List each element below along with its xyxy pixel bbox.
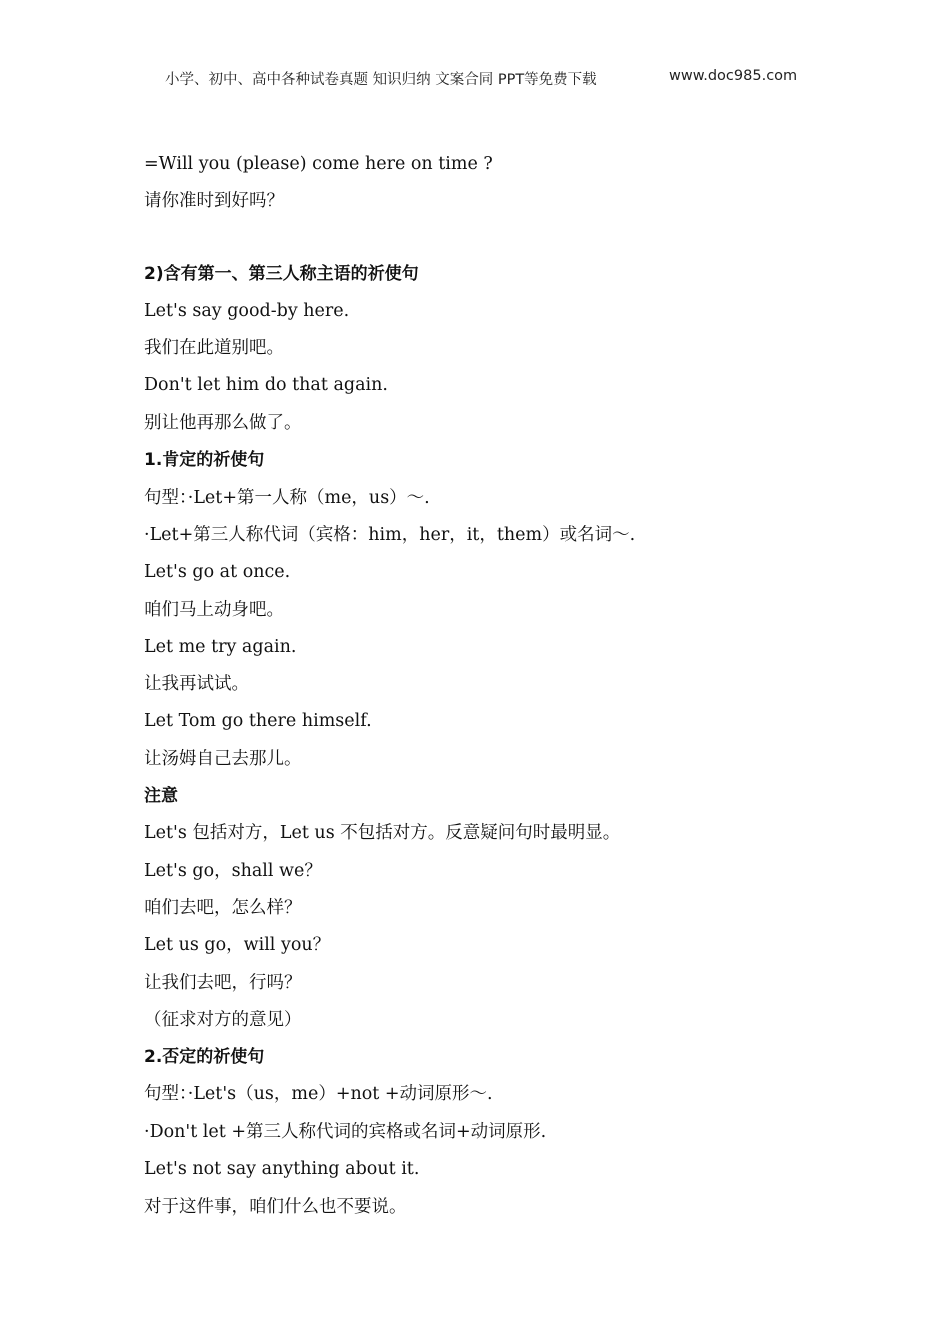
text-line: 请你准时到好吗？	[144, 191, 284, 211]
text-line: Let's go at once.	[144, 562, 291, 582]
text-line: Don't let him do that again.	[144, 375, 388, 395]
text-line: =Will you (please) come here on time ?	[144, 154, 493, 174]
text-line: Let's 包括对方，Let us 不包括对方。反意疑问句时最明显。	[144, 823, 621, 843]
page-header	[0, 68, 950, 90]
text-line: ·Don't let +第三人称代词的宾格或名词+动词原形.	[144, 1122, 547, 1142]
text-line: Let Tom go there himself.	[144, 711, 372, 731]
header-url[interactable]: www.doc985.com	[669, 68, 798, 84]
text-line: Let's not say anything about it.	[144, 1159, 420, 1179]
header-text: 小学、初中、高中各种试卷真题 知识归纳 文案合同 PPT等免费下载	[165, 72, 597, 88]
text-line: Let us go，will you？	[144, 935, 331, 955]
section-heading: 注意	[144, 786, 178, 806]
text-line: （征求对方的意见）	[144, 1010, 302, 1030]
text-line: 咱们马上动身吧。	[144, 600, 284, 620]
text-line: 我们在此道别吧。	[144, 338, 284, 358]
section-heading: 1.肯定的祈使句	[144, 450, 265, 470]
text-line: 句型：·Let's（us，me）+not +动词原形～.	[144, 1084, 493, 1104]
text-line: 让我再试试。	[144, 674, 249, 694]
text-line: Let's say good-by here.	[144, 301, 350, 321]
text-line: 咱们去吧，怎么样？	[144, 898, 302, 918]
text-line: 对于这件事，咱们什么也不要说。	[144, 1197, 407, 1217]
section-heading: 2)含有第一、第三人称主语的祈使句	[144, 264, 419, 284]
text-line: 句型：·Let+第一人称（me，us）～.	[144, 488, 430, 508]
text-line: 让汤姆自己去那儿。	[144, 749, 302, 769]
text-line: Let's go，shall we？	[144, 861, 322, 881]
text-line: ·Let+第三人称代词（宾格：him，her，it，them）或名词～.	[144, 525, 636, 545]
text-line: 让我们去吧，行吗？	[144, 973, 302, 993]
section-heading: 2.否定的祈使句	[144, 1047, 265, 1067]
text-line: Let me try again.	[144, 637, 297, 657]
text-line: 别让他再那么做了。	[144, 413, 302, 433]
